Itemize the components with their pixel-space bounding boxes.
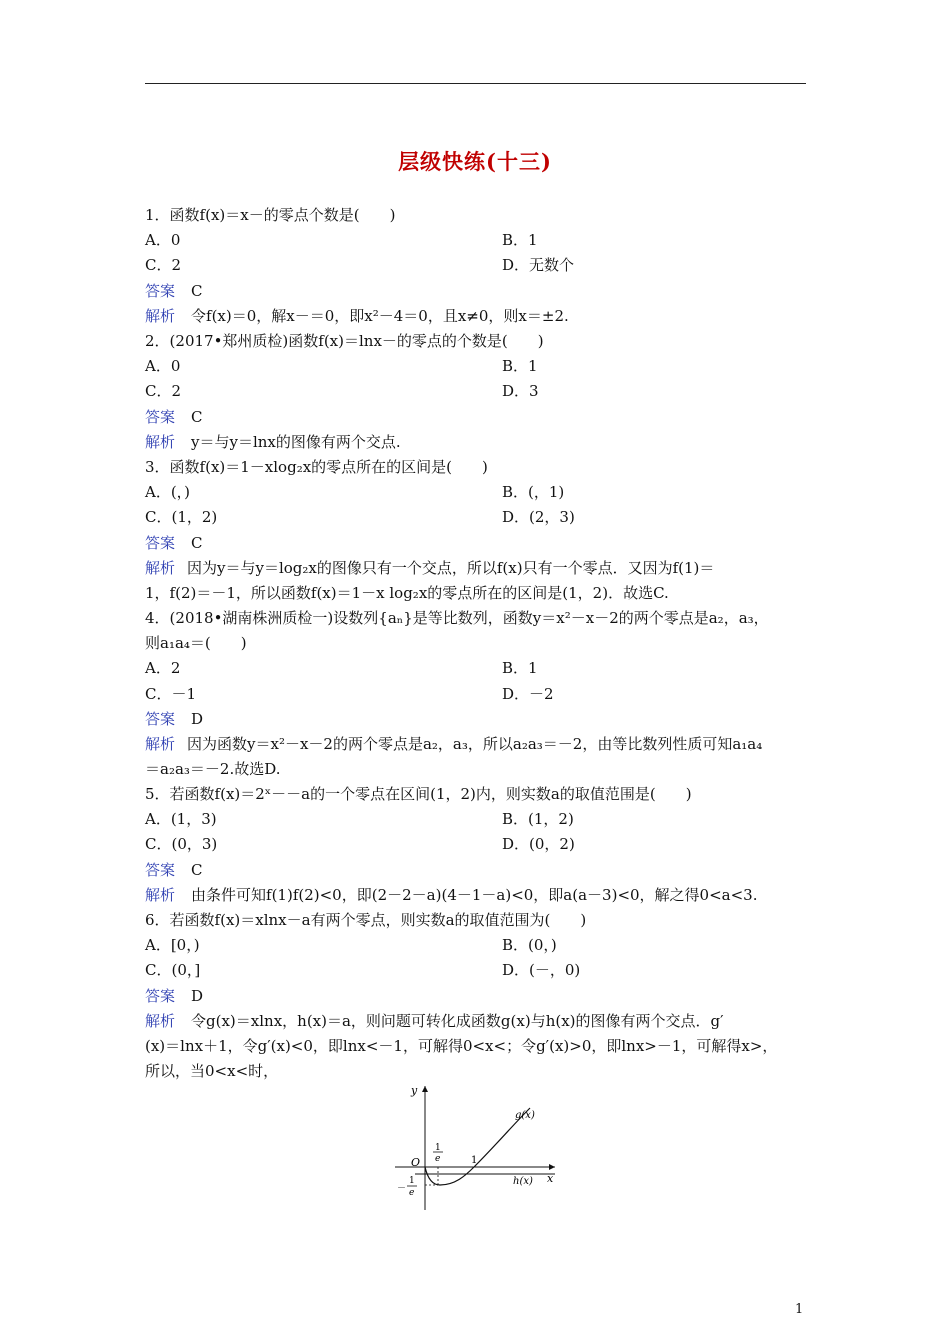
q3-answer: C [191, 534, 203, 552]
page-number: 1 [795, 1302, 804, 1317]
q3-stem: 3．函数f(x)＝1－xlog₂x的零点所在的区间是( ) [145, 458, 488, 476]
q6-analysis-3: 所以，当0<x<时， [145, 1062, 279, 1080]
q1-analysis: 令f(x)＝0，解x－＝0，即x²－4＝0，且x≠0，则x＝±2. [191, 307, 569, 325]
q6-analysis-2: (x)＝lnx＋1，令g′(x)<0，即lnx<－1，可解得0<x<；令g′(x)>0，即lnx>－1，可解得x>， [145, 1037, 778, 1055]
q6-answer: D [191, 987, 204, 1005]
q4-option-c: C．－1 [145, 685, 197, 703]
analysis-label: 解析 [145, 433, 176, 451]
frac-num-left: 1 [409, 1176, 415, 1186]
q5-option-b: B．(1，2) [502, 810, 574, 828]
frac-den-left: e [409, 1188, 415, 1198]
q5-option-d: D．(0，2) [502, 835, 575, 853]
analysis-label: 解析 [145, 886, 176, 904]
q2-stem: 2．(2017•郑州质检)函数f(x)＝lnx－的零点的个数是( ) [145, 332, 544, 350]
q1-analysis-line [145, 306, 569, 326]
answer-label: 答案 [145, 282, 176, 300]
q2-answer: C [191, 408, 203, 426]
q6-option-b: B．(0，) [502, 936, 557, 954]
analysis-label: 解析 [145, 307, 176, 325]
q5-answer: C [191, 861, 203, 879]
q4-analysis-1: 因为函数y＝x²－x－2的两个零点是a₂，a₃，所以a₂a₃＝－2，由等比数列性质可知a₁a₄ [187, 735, 763, 753]
q3-option-d: D．(2，3) [502, 508, 575, 526]
q2-analysis: y＝与y＝lnx的图像有两个交点. [191, 433, 401, 451]
q3-option-b: B．(，1) [502, 483, 565, 501]
x-axis-label: x [547, 1172, 554, 1185]
q1-option-c: C．2 [145, 256, 182, 274]
q1-answer-line [145, 281, 203, 301]
frac-den-top: e [435, 1154, 441, 1164]
q2-answer-line [145, 407, 203, 427]
q4-option-d: D．－2 [502, 685, 554, 703]
frac-num-top: 1 [435, 1143, 441, 1153]
q3-answer-line [145, 533, 203, 553]
q1-option-a: A．0 [145, 231, 181, 249]
q6-option-d: D．(－，0) [502, 961, 581, 979]
line-label: h(x) [513, 1176, 533, 1187]
q6-analysis-line [145, 1011, 724, 1031]
analysis-label: 解析 [145, 559, 176, 577]
q2-option-b: B．1 [502, 357, 538, 375]
q4-option-b: B．1 [502, 659, 538, 677]
q4-analysis-line [145, 734, 762, 754]
q5-answer-line [145, 860, 203, 880]
q4-analysis-2: ＝a₂a₃＝－2.故选D. [145, 760, 281, 778]
q2-option-d: D．3 [502, 382, 539, 400]
q5-stem: 5．若函数f(x)＝2ˣ－－a的一个零点在区间(1，2)内，则实数a的取值范围是( ) [145, 785, 692, 803]
page-title: 层级快练(十三) [398, 149, 552, 174]
y-axis-label: y [411, 1084, 418, 1097]
q2-option-c: C．2 [145, 382, 182, 400]
q6-analysis-1: 令g(x)＝xlnx，h(x)＝a，则问题可转化成函数g(x)与h(x)的图像有两个交点．g′ [191, 1012, 724, 1030]
q3-analysis-1: 因为y＝与y＝log₂x的图像只有一个交点，所以f(x)只有一个零点．又因为f(1)＝ [187, 559, 715, 577]
q2-analysis-line [145, 432, 401, 452]
answer-label: 答案 [145, 534, 176, 552]
q4-option-a: A．2 [145, 659, 181, 677]
answer-label: 答案 [145, 408, 176, 426]
q1-option-d: D．无数个 [502, 256, 575, 274]
header-rule [145, 83, 806, 84]
origin-label: O [411, 1156, 421, 1169]
q6-stem: 6．若函数f(x)＝xlnx－a有两个零点，则实数a的取值范围为( ) [145, 911, 587, 929]
q4-stem-1: 4．(2018•湖南株洲质检一)设数列{aₙ}是等比数列，函数y＝x²－x－2的两个零点是a₂，a₃， [145, 609, 769, 627]
q1-stem: 1．函数f(x)＝x－的零点个数是( ) [145, 206, 396, 224]
neg-sign: － [397, 1184, 407, 1194]
q5-option-c: C．(0，3) [145, 835, 218, 853]
q5-analysis: 由条件可知f(1)f(2)<0，即(2－2－a)(4－1－a)<0，即a(a－3)<0，解之得0<a<3. [191, 886, 758, 904]
q1-answer: C [191, 282, 203, 300]
one-label: 1 [471, 1155, 478, 1166]
q6-option-c: C．(0，] [145, 961, 201, 979]
q4-answer-line [145, 709, 203, 729]
q3-option-c: C．(1，2) [145, 508, 218, 526]
q1-option-b: B．1 [502, 231, 538, 249]
answer-label: 答案 [145, 987, 176, 1005]
q5-option-a: A．(1，3) [145, 810, 217, 828]
analysis-label: 解析 [145, 1012, 176, 1030]
curve-label: g(x) [515, 1110, 535, 1121]
function-graph [395, 1080, 565, 1215]
answer-label: 答案 [145, 861, 176, 879]
q6-answer-line [145, 986, 203, 1006]
analysis-label: 解析 [145, 735, 176, 753]
q6-option-a: A．[0，) [145, 936, 200, 954]
q3-option-a: A．(，) [145, 483, 191, 501]
answer-label: 答案 [145, 710, 176, 728]
q3-analysis-2: 1，f(2)＝－1，所以函数f(x)＝1－x log₂x的零点所在的区间是(1，2)．故选C. [145, 584, 669, 602]
q2-option-a: A．0 [145, 357, 181, 375]
q4-answer: D [191, 710, 204, 728]
q3-analysis-line [145, 558, 714, 578]
q5-analysis-line [145, 885, 758, 905]
q4-stem-2: 则a₁a₄＝( ) [145, 634, 247, 652]
